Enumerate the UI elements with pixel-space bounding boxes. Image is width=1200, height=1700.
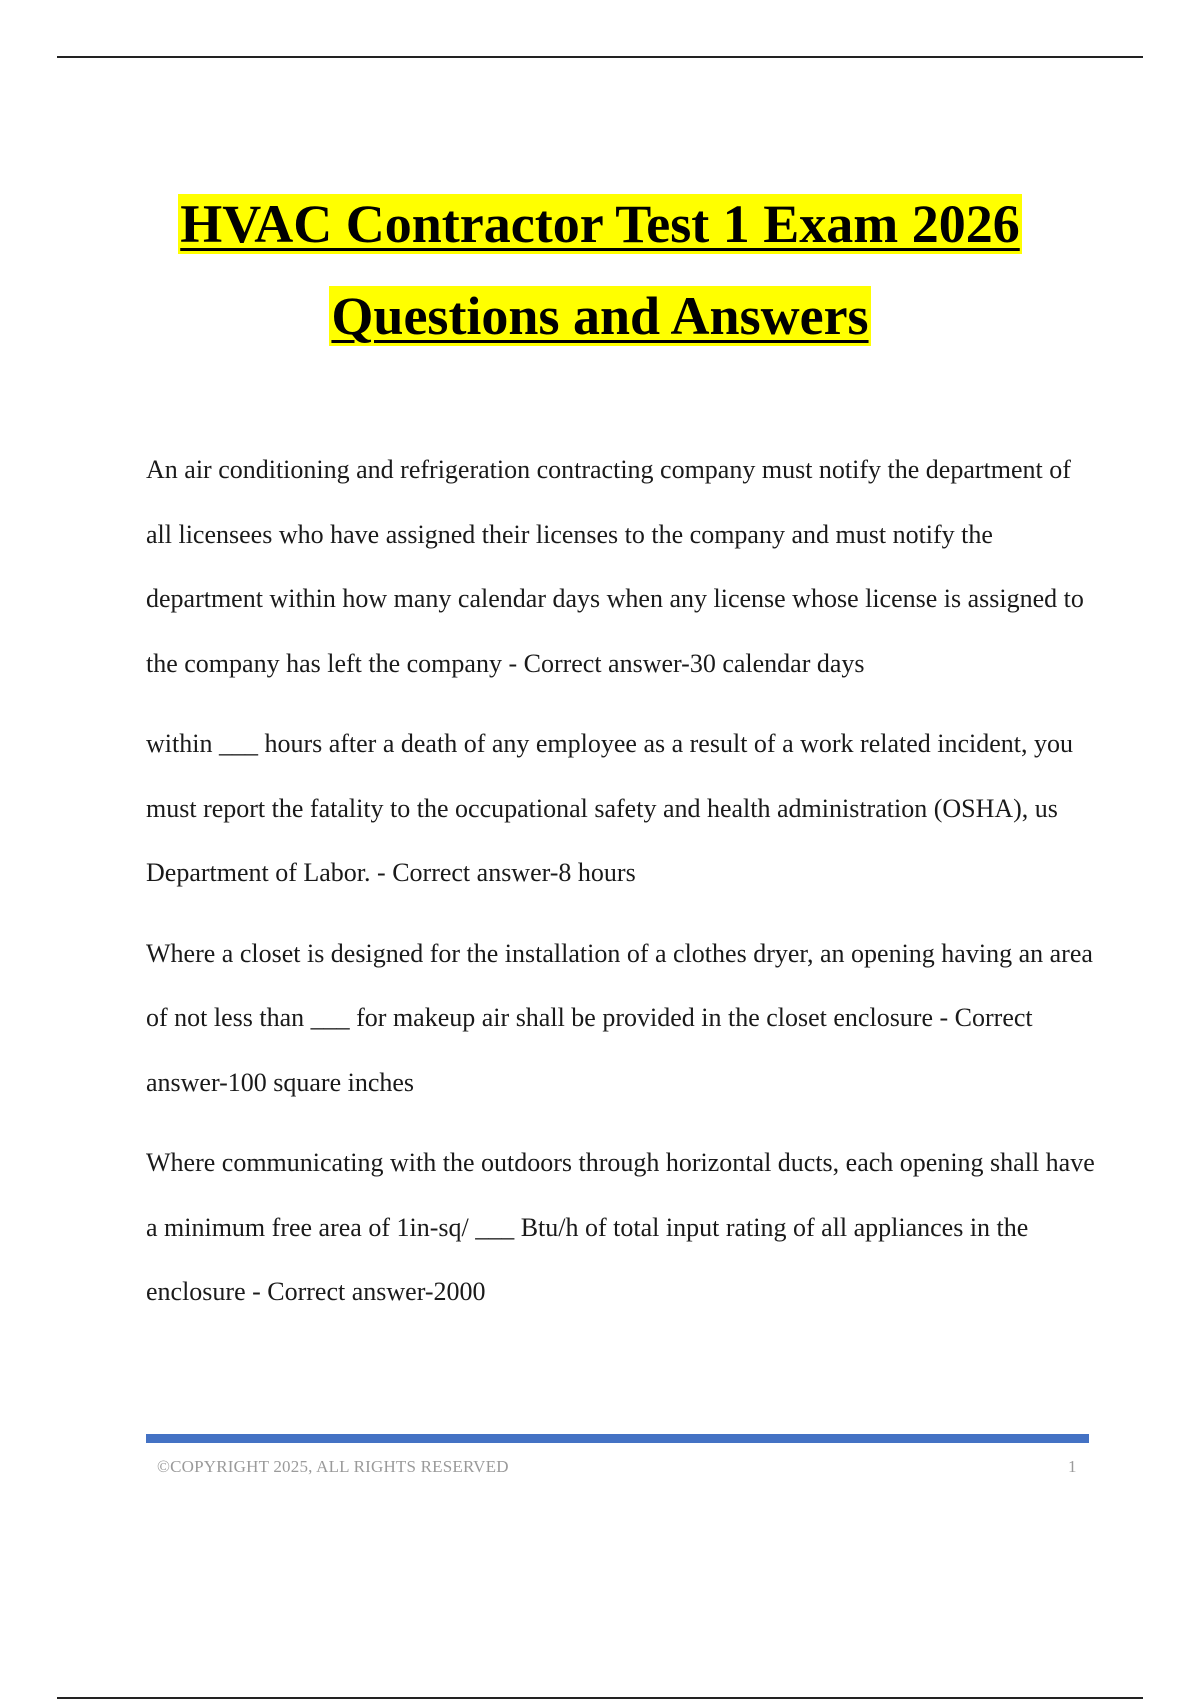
page-number: 1 <box>1068 1457 1077 1476</box>
qa-item-2: within ___ hours after a death of any employee as a result of a work related incident, you must report the fatality to the occupational safety and health administration (OSHA), us Department of Labor. - Correct answer-8 hours <box>146 729 1074 887</box>
qa-item-3: Where a closet is designed for the installation of a clothes dryer, an opening having an area of not less than ___ for makeup air shall be provided in the closet enclosure - Correct answer-100 square inches <box>146 938 1093 1097</box>
title-line-2-text: Questions and Answers <box>331 286 869 346</box>
document-title <box>0 178 1200 362</box>
qa-item-1: An air conditioning and refrigeration contracting company must notify the department of all licensees who have assigned their licenses to the company and must notify the department within how many calendar days when any license whose license is assigned to the company has left the company - Correct answer-30 calendar days <box>146 455 1084 678</box>
top-page-rule <box>57 56 1143 58</box>
title-line-2 <box>0 270 1200 362</box>
title-line-1 <box>0 178 1200 270</box>
title-line-1-text: HVAC Contractor Test 1 Exam 2026 <box>180 194 1020 254</box>
qa-item-4: Where communicating with the outdoors through horizontal ducts, each opening shall have a minimum free area of 1in-sq/ ___ Btu/h of total input rating of all appliances in the enclosure - Correct answer-2000 <box>146 1148 1095 1306</box>
footer-divider-bar <box>146 1434 1089 1443</box>
bottom-page-rule <box>57 1697 1143 1699</box>
footer-copyright: ©COPYRIGHT 2025, ALL RIGHTS RESERVED <box>157 1457 509 1476</box>
question-answer-list <box>146 438 1096 1341</box>
